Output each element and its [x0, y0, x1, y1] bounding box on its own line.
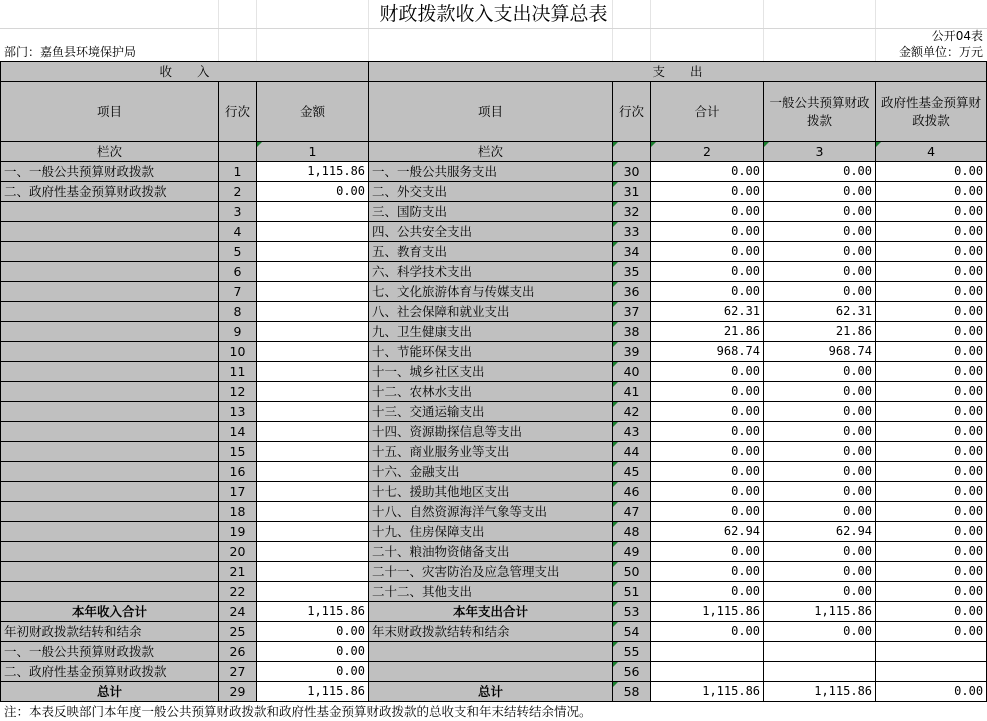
expense-total: 0.00	[651, 402, 764, 422]
expense-general: 968.74	[764, 342, 876, 362]
col-row-label-expense: 栏次	[369, 142, 613, 162]
expense-general: 0.00	[764, 262, 876, 282]
expense-general: 0.00	[764, 282, 876, 302]
expense-general: 0.00	[764, 542, 876, 562]
income-line: 6	[219, 262, 257, 282]
income-total-amount: 1,115.86	[257, 602, 369, 622]
expense-total: 0.00	[651, 282, 764, 302]
expense-fund: 0.00	[876, 482, 987, 502]
expense-fund: 0.00	[876, 322, 987, 342]
carry-out-general: 0.00	[764, 622, 876, 642]
expense-fund: 0.00	[876, 282, 987, 302]
expense-general: 0.00	[764, 162, 876, 182]
income-item	[1, 502, 219, 522]
expense-fund: 0.00	[876, 162, 987, 182]
income-item	[1, 482, 219, 502]
expense-item: 十九、住房保障支出	[369, 522, 613, 542]
expense-item: 二十、粮油物资储备支出	[369, 542, 613, 562]
income-item: 一、一般公共预算财政拨款	[1, 162, 219, 182]
expense-line: 49	[613, 542, 651, 562]
carry-out-line: 54	[613, 622, 651, 642]
income-amount	[257, 442, 369, 462]
expense-total-line: 53	[613, 602, 651, 622]
expense-total: 62.31	[651, 302, 764, 322]
income-item	[1, 202, 219, 222]
table-row	[1, 402, 987, 422]
carry-in-amount: 0.00	[257, 622, 369, 642]
expense-item: 十六、金融支出	[369, 462, 613, 482]
expense-line: 36	[613, 282, 651, 302]
income-amount	[257, 482, 369, 502]
carry-general-amount: 0.00	[257, 642, 369, 662]
table-row	[1, 422, 987, 442]
income-line-header: 行次	[219, 82, 257, 142]
expense-line: 46	[613, 482, 651, 502]
expense-general: 0.00	[764, 222, 876, 242]
income-line: 7	[219, 282, 257, 302]
income-total-line: 24	[219, 602, 257, 622]
expense-general: 21.86	[764, 322, 876, 342]
table-row	[1, 242, 987, 262]
expense-line: 35	[613, 262, 651, 282]
income-item	[1, 322, 219, 342]
expense-line: 34	[613, 242, 651, 262]
expense-fund: 0.00	[876, 582, 987, 602]
expense-line: 42	[613, 402, 651, 422]
income-line: 20	[219, 542, 257, 562]
carry-fund-expense-total	[651, 662, 764, 682]
expense-general: 0.00	[764, 462, 876, 482]
carry-fund-expense-item	[369, 662, 613, 682]
expense-general: 0.00	[764, 402, 876, 422]
table-row	[1, 282, 987, 302]
table-row	[1, 262, 987, 282]
income-item	[1, 282, 219, 302]
income-amount	[257, 242, 369, 262]
table-row	[1, 322, 987, 342]
expense-total-general: 1,115.86	[764, 602, 876, 622]
income-line: 22	[219, 582, 257, 602]
expense-fund: 0.00	[876, 522, 987, 542]
expense-item: 十一、城乡社区支出	[369, 362, 613, 382]
table-row	[1, 522, 987, 542]
income-item	[1, 382, 219, 402]
income-amount	[257, 342, 369, 362]
col-number-3: 3	[764, 142, 876, 162]
col-number-2: 2	[651, 142, 764, 162]
expense-general: 0.00	[764, 582, 876, 602]
col-number-1: 1	[257, 142, 369, 162]
expense-fund: 0.00	[876, 362, 987, 382]
income-item	[1, 222, 219, 242]
income-line: 16	[219, 462, 257, 482]
budget-table	[0, 61, 987, 702]
expense-general: 62.94	[764, 522, 876, 542]
income-amount	[257, 382, 369, 402]
expense-line: 50	[613, 562, 651, 582]
expense-total-label: 本年支出合计	[369, 602, 613, 622]
income-line: 3	[219, 202, 257, 222]
table-row	[1, 362, 987, 382]
col-row-empty-expense	[613, 142, 651, 162]
expense-total: 0.00	[651, 462, 764, 482]
income-line: 8	[219, 302, 257, 322]
expense-item: 九、卫生健康支出	[369, 322, 613, 342]
expense-line: 38	[613, 322, 651, 342]
income-line: 15	[219, 442, 257, 462]
expense-item: 一、一般公共服务支出	[369, 162, 613, 182]
income-line: 11	[219, 362, 257, 382]
grand-expense-line: 58	[613, 682, 651, 702]
table-row	[1, 462, 987, 482]
expense-fund-header: 政府性基金预算财政拨款	[876, 82, 987, 142]
expense-total: 0.00	[651, 422, 764, 442]
expense-line: 32	[613, 202, 651, 222]
department-label: 部门：嘉鱼县环境保护局	[4, 45, 137, 59]
carry-general-expense-item	[369, 642, 613, 662]
table-row	[1, 182, 987, 202]
carry-fund-expense-fund	[876, 662, 987, 682]
table-row	[1, 202, 987, 222]
income-item	[1, 402, 219, 422]
expense-line: 47	[613, 502, 651, 522]
expense-general: 0.00	[764, 562, 876, 582]
expense-item: 二十二、其他支出	[369, 582, 613, 602]
expense-general: 0.00	[764, 182, 876, 202]
expense-fund: 0.00	[876, 342, 987, 362]
table-row	[1, 542, 987, 562]
income-amount	[257, 282, 369, 302]
grand-expense-total: 1,115.86	[651, 682, 764, 702]
table-row	[1, 222, 987, 242]
table-row	[1, 382, 987, 402]
income-amount	[257, 462, 369, 482]
income-amount-header: 金额	[257, 82, 369, 142]
col-row-label: 栏次	[1, 142, 219, 162]
expense-general: 0.00	[764, 442, 876, 462]
income-line: 1	[219, 162, 257, 182]
table-row	[1, 342, 987, 362]
unit-label: 金额单位：万元	[898, 45, 983, 59]
carry-general-expense-fund	[876, 642, 987, 662]
expense-section-header: 支 出	[369, 62, 987, 82]
col-number-4: 4	[876, 142, 987, 162]
expense-total: 0.00	[651, 222, 764, 242]
expense-line: 30	[613, 162, 651, 182]
expense-item: 六、科学技术支出	[369, 262, 613, 282]
income-item	[1, 442, 219, 462]
carry-out-fund: 0.00	[876, 622, 987, 642]
expense-item: 五、教育支出	[369, 242, 613, 262]
income-item	[1, 302, 219, 322]
carry-fund-label: 二、政府性基金预算财政拨款	[1, 662, 219, 682]
expense-general: 0.00	[764, 482, 876, 502]
expense-total: 0.00	[651, 542, 764, 562]
expense-general: 62.31	[764, 302, 876, 322]
expense-line-header: 行次	[613, 82, 651, 142]
expense-line: 31	[613, 182, 651, 202]
income-total-label: 本年收入合计	[1, 602, 219, 622]
expense-line: 48	[613, 522, 651, 542]
expense-fund: 0.00	[876, 262, 987, 282]
income-item-header: 项目	[1, 82, 219, 142]
grand-total-line: 29	[219, 682, 257, 702]
carry-fund-line: 27	[219, 662, 257, 682]
title-divider	[0, 28, 987, 29]
expense-line: 43	[613, 422, 651, 442]
carry-in-label: 年初财政拨款结转和结余	[1, 622, 219, 642]
expense-fund: 0.00	[876, 462, 987, 482]
expense-item: 十八、自然资源海洋气象等支出	[369, 502, 613, 522]
expense-item: 十三、交通运输支出	[369, 402, 613, 422]
income-amount	[257, 222, 369, 242]
income-item	[1, 522, 219, 542]
income-line: 10	[219, 342, 257, 362]
carry-general-label: 一、一般公共预算财政拨款	[1, 642, 219, 662]
income-line: 5	[219, 242, 257, 262]
income-item	[1, 262, 219, 282]
income-line: 9	[219, 322, 257, 342]
income-amount: 1,115.86	[257, 162, 369, 182]
carry-out-total: 0.00	[651, 622, 764, 642]
grand-expense-label: 总计	[369, 682, 613, 702]
income-amount	[257, 202, 369, 222]
expense-fund: 0.00	[876, 382, 987, 402]
table-row	[1, 162, 987, 182]
expense-total: 0.00	[651, 502, 764, 522]
expense-line: 40	[613, 362, 651, 382]
expense-total: 0.00	[651, 362, 764, 382]
carry-fund-expense-line: 56	[613, 662, 651, 682]
table-row	[1, 502, 987, 522]
expense-total: 0.00	[651, 382, 764, 402]
expense-fund: 0.00	[876, 242, 987, 262]
income-line: 4	[219, 222, 257, 242]
table-tag: 公开04表	[931, 29, 983, 43]
expense-general: 0.00	[764, 422, 876, 442]
expense-general: 0.00	[764, 382, 876, 402]
income-item	[1, 582, 219, 602]
expense-total: 0.00	[651, 482, 764, 502]
expense-item: 八、社会保障和就业支出	[369, 302, 613, 322]
expense-item: 十四、资源勘探信息等支出	[369, 422, 613, 442]
carry-fund-amount: 0.00	[257, 662, 369, 682]
income-amount	[257, 582, 369, 602]
expense-total-amount: 1,115.86	[651, 602, 764, 622]
income-item	[1, 342, 219, 362]
carry-general-line: 26	[219, 642, 257, 662]
expense-total: 0.00	[651, 582, 764, 602]
expense-total: 0.00	[651, 442, 764, 462]
expense-line: 45	[613, 462, 651, 482]
income-line: 13	[219, 402, 257, 422]
income-amount	[257, 502, 369, 522]
income-item: 二、政府性基金预算财政拨款	[1, 182, 219, 202]
table-row	[1, 482, 987, 502]
grand-total-label: 总计	[1, 682, 219, 702]
table-title: 财政拨款收入支出决算总表	[379, 3, 608, 25]
income-amount	[257, 302, 369, 322]
expense-fund: 0.00	[876, 302, 987, 322]
expense-general: 0.00	[764, 242, 876, 262]
income-item	[1, 422, 219, 442]
expense-total: 0.00	[651, 562, 764, 582]
income-section-header: 收 入	[1, 62, 369, 82]
income-amount	[257, 402, 369, 422]
expense-fund: 0.00	[876, 502, 987, 522]
expense-line: 51	[613, 582, 651, 602]
income-line: 2	[219, 182, 257, 202]
expense-fund: 0.00	[876, 182, 987, 202]
expense-item: 七、文化旅游体育与传媒支出	[369, 282, 613, 302]
income-amount	[257, 262, 369, 282]
income-amount	[257, 362, 369, 382]
income-amount: 0.00	[257, 182, 369, 202]
expense-total: 0.00	[651, 162, 764, 182]
grand-expense-general: 1,115.86	[764, 682, 876, 702]
income-line: 21	[219, 562, 257, 582]
expense-total: 0.00	[651, 202, 764, 222]
income-item	[1, 562, 219, 582]
expense-total-fund: 0.00	[876, 602, 987, 622]
col-row-empty	[219, 142, 257, 162]
grand-expense-fund: 0.00	[876, 682, 987, 702]
income-line: 18	[219, 502, 257, 522]
carry-general-expense-total	[651, 642, 764, 662]
expense-fund: 0.00	[876, 422, 987, 442]
income-amount	[257, 542, 369, 562]
income-item	[1, 242, 219, 262]
expense-item: 二十一、灾害防治及应急管理支出	[369, 562, 613, 582]
grand-total-amount: 1,115.86	[257, 682, 369, 702]
income-amount	[257, 562, 369, 582]
expense-total-header: 合计	[651, 82, 764, 142]
expense-total: 62.94	[651, 522, 764, 542]
expense-fund: 0.00	[876, 202, 987, 222]
expense-item: 十七、援助其他地区支出	[369, 482, 613, 502]
expense-item: 四、公共安全支出	[369, 222, 613, 242]
expense-item-header: 项目	[369, 82, 613, 142]
income-line: 17	[219, 482, 257, 502]
expense-fund: 0.00	[876, 222, 987, 242]
income-line: 14	[219, 422, 257, 442]
expense-line: 41	[613, 382, 651, 402]
expense-fund: 0.00	[876, 542, 987, 562]
expense-line: 44	[613, 442, 651, 462]
expense-fund: 0.00	[876, 442, 987, 462]
carry-general-expense-line: 55	[613, 642, 651, 662]
income-amount	[257, 422, 369, 442]
income-amount	[257, 522, 369, 542]
table-row	[1, 302, 987, 322]
table-row	[1, 562, 987, 582]
expense-total: 968.74	[651, 342, 764, 362]
expense-total: 0.00	[651, 242, 764, 262]
expense-fund: 0.00	[876, 562, 987, 582]
expense-total: 0.00	[651, 182, 764, 202]
income-line: 12	[219, 382, 257, 402]
carry-in-line: 25	[219, 622, 257, 642]
expense-line: 39	[613, 342, 651, 362]
expense-total: 21.86	[651, 322, 764, 342]
income-line: 19	[219, 522, 257, 542]
expense-general-header: 一般公共预算财政拨款	[764, 82, 876, 142]
expense-line: 33	[613, 222, 651, 242]
expense-item: 十二、农林水支出	[369, 382, 613, 402]
carry-general-expense-general	[764, 642, 876, 662]
expense-general: 0.00	[764, 202, 876, 222]
expense-general: 0.00	[764, 362, 876, 382]
expense-item: 十、节能环保支出	[369, 342, 613, 362]
expense-general: 0.00	[764, 502, 876, 522]
income-item	[1, 542, 219, 562]
expense-item: 十五、商业服务业等支出	[369, 442, 613, 462]
income-item	[1, 362, 219, 382]
carry-fund-expense-general	[764, 662, 876, 682]
table-row	[1, 582, 987, 602]
footnote: 注：本表反映部门本年度一般公共预算财政拨款和政府性基金预算财政拨款的总收支和年末结转结余情况。	[4, 704, 592, 719]
carry-out-label: 年末财政拨款结转和结余	[369, 622, 613, 642]
expense-total: 0.00	[651, 262, 764, 282]
table-row	[1, 442, 987, 462]
income-item	[1, 462, 219, 482]
expense-fund: 0.00	[876, 402, 987, 422]
expense-item: 三、国防支出	[369, 202, 613, 222]
expense-line: 37	[613, 302, 651, 322]
expense-item: 二、外交支出	[369, 182, 613, 202]
income-amount	[257, 322, 369, 342]
